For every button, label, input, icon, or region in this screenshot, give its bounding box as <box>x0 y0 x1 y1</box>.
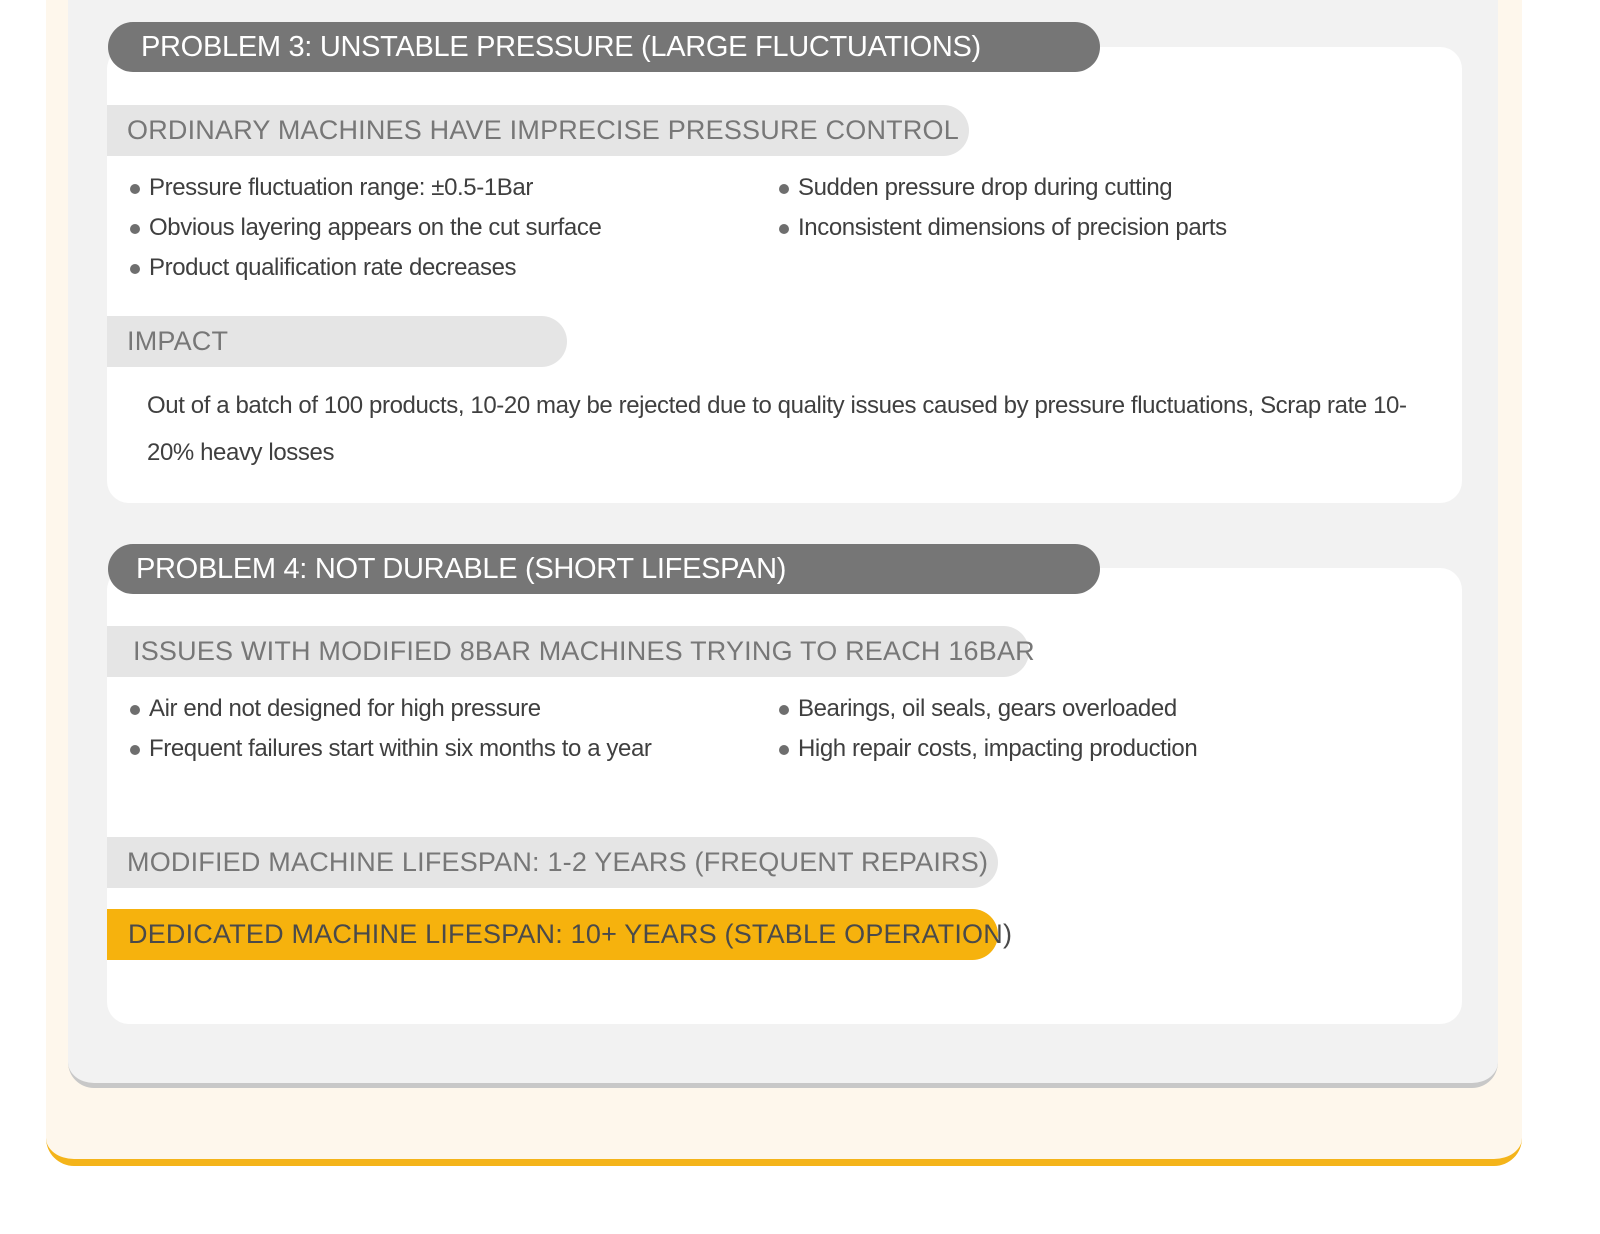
list-item <box>149 213 601 243</box>
modified-lifespan-badge: MODIFIED MACHINE LIFESPAN: 1-2 YEARS (FREQUENT REPAIRS) <box>107 837 998 888</box>
list-item-text: Obvious layering appears on the cut surface <box>149 214 602 241</box>
list-item-text: High repair costs, impacting production <box>798 735 1198 762</box>
list-item-text: Inconsistent dimensions of precision parts <box>798 214 1227 241</box>
list-item-text: Frequent failures start within six months to a year <box>149 735 652 762</box>
list-item <box>798 734 1197 764</box>
list-item <box>149 734 652 764</box>
problem-4-subheading: ISSUES WITH MODIFIED 8BAR MACHINES TRYING TO REACH 16BAR <box>107 626 1029 677</box>
list-item <box>149 694 541 724</box>
bullet-icon <box>130 745 140 755</box>
bullet-icon <box>779 224 789 234</box>
problem-4-title: PROBLEM 4: NOT DURABLE (SHORT LIFESPAN) <box>108 544 1100 594</box>
problem-3-subheading: ORDINARY MACHINES HAVE IMPRECISE PRESSURE CONTROL <box>107 105 969 156</box>
bullet-icon <box>130 705 140 715</box>
bullet-icon <box>130 184 140 194</box>
list-item-text: Air end not designed for high pressure <box>149 695 541 722</box>
impact-heading: IMPACT <box>107 316 567 367</box>
list-item <box>149 173 533 203</box>
bullet-icon <box>130 264 140 274</box>
impact-text: Out of a batch of 100 products, 10-20 may be rejected due to quality issues caused by pressure fluctuations, Scrap rate 10-20% heavy losses <box>147 392 1407 466</box>
bullet-icon <box>779 745 789 755</box>
list-item <box>798 694 1177 724</box>
bullet-icon <box>779 705 789 715</box>
list-item-text: Product qualification rate decreases <box>149 254 517 281</box>
list-item-text: Sudden pressure drop during cutting <box>798 174 1173 201</box>
list-item <box>798 173 1172 203</box>
list-item-text: Bearings, oil seals, gears overloaded <box>798 695 1177 722</box>
bullet-icon <box>130 224 140 234</box>
bullet-icon <box>779 184 789 194</box>
problem-3-title: PROBLEM 3: UNSTABLE PRESSURE (LARGE FLUCTUATIONS) <box>108 22 1100 72</box>
list-item-text: Pressure fluctuation range: ±0.5-1Bar <box>149 174 533 201</box>
dedicated-lifespan-badge: DEDICATED MACHINE LIFESPAN: 10+ YEARS (STABLE OPERATION) <box>107 909 998 960</box>
list-item <box>798 213 1227 243</box>
list-item <box>149 253 516 283</box>
